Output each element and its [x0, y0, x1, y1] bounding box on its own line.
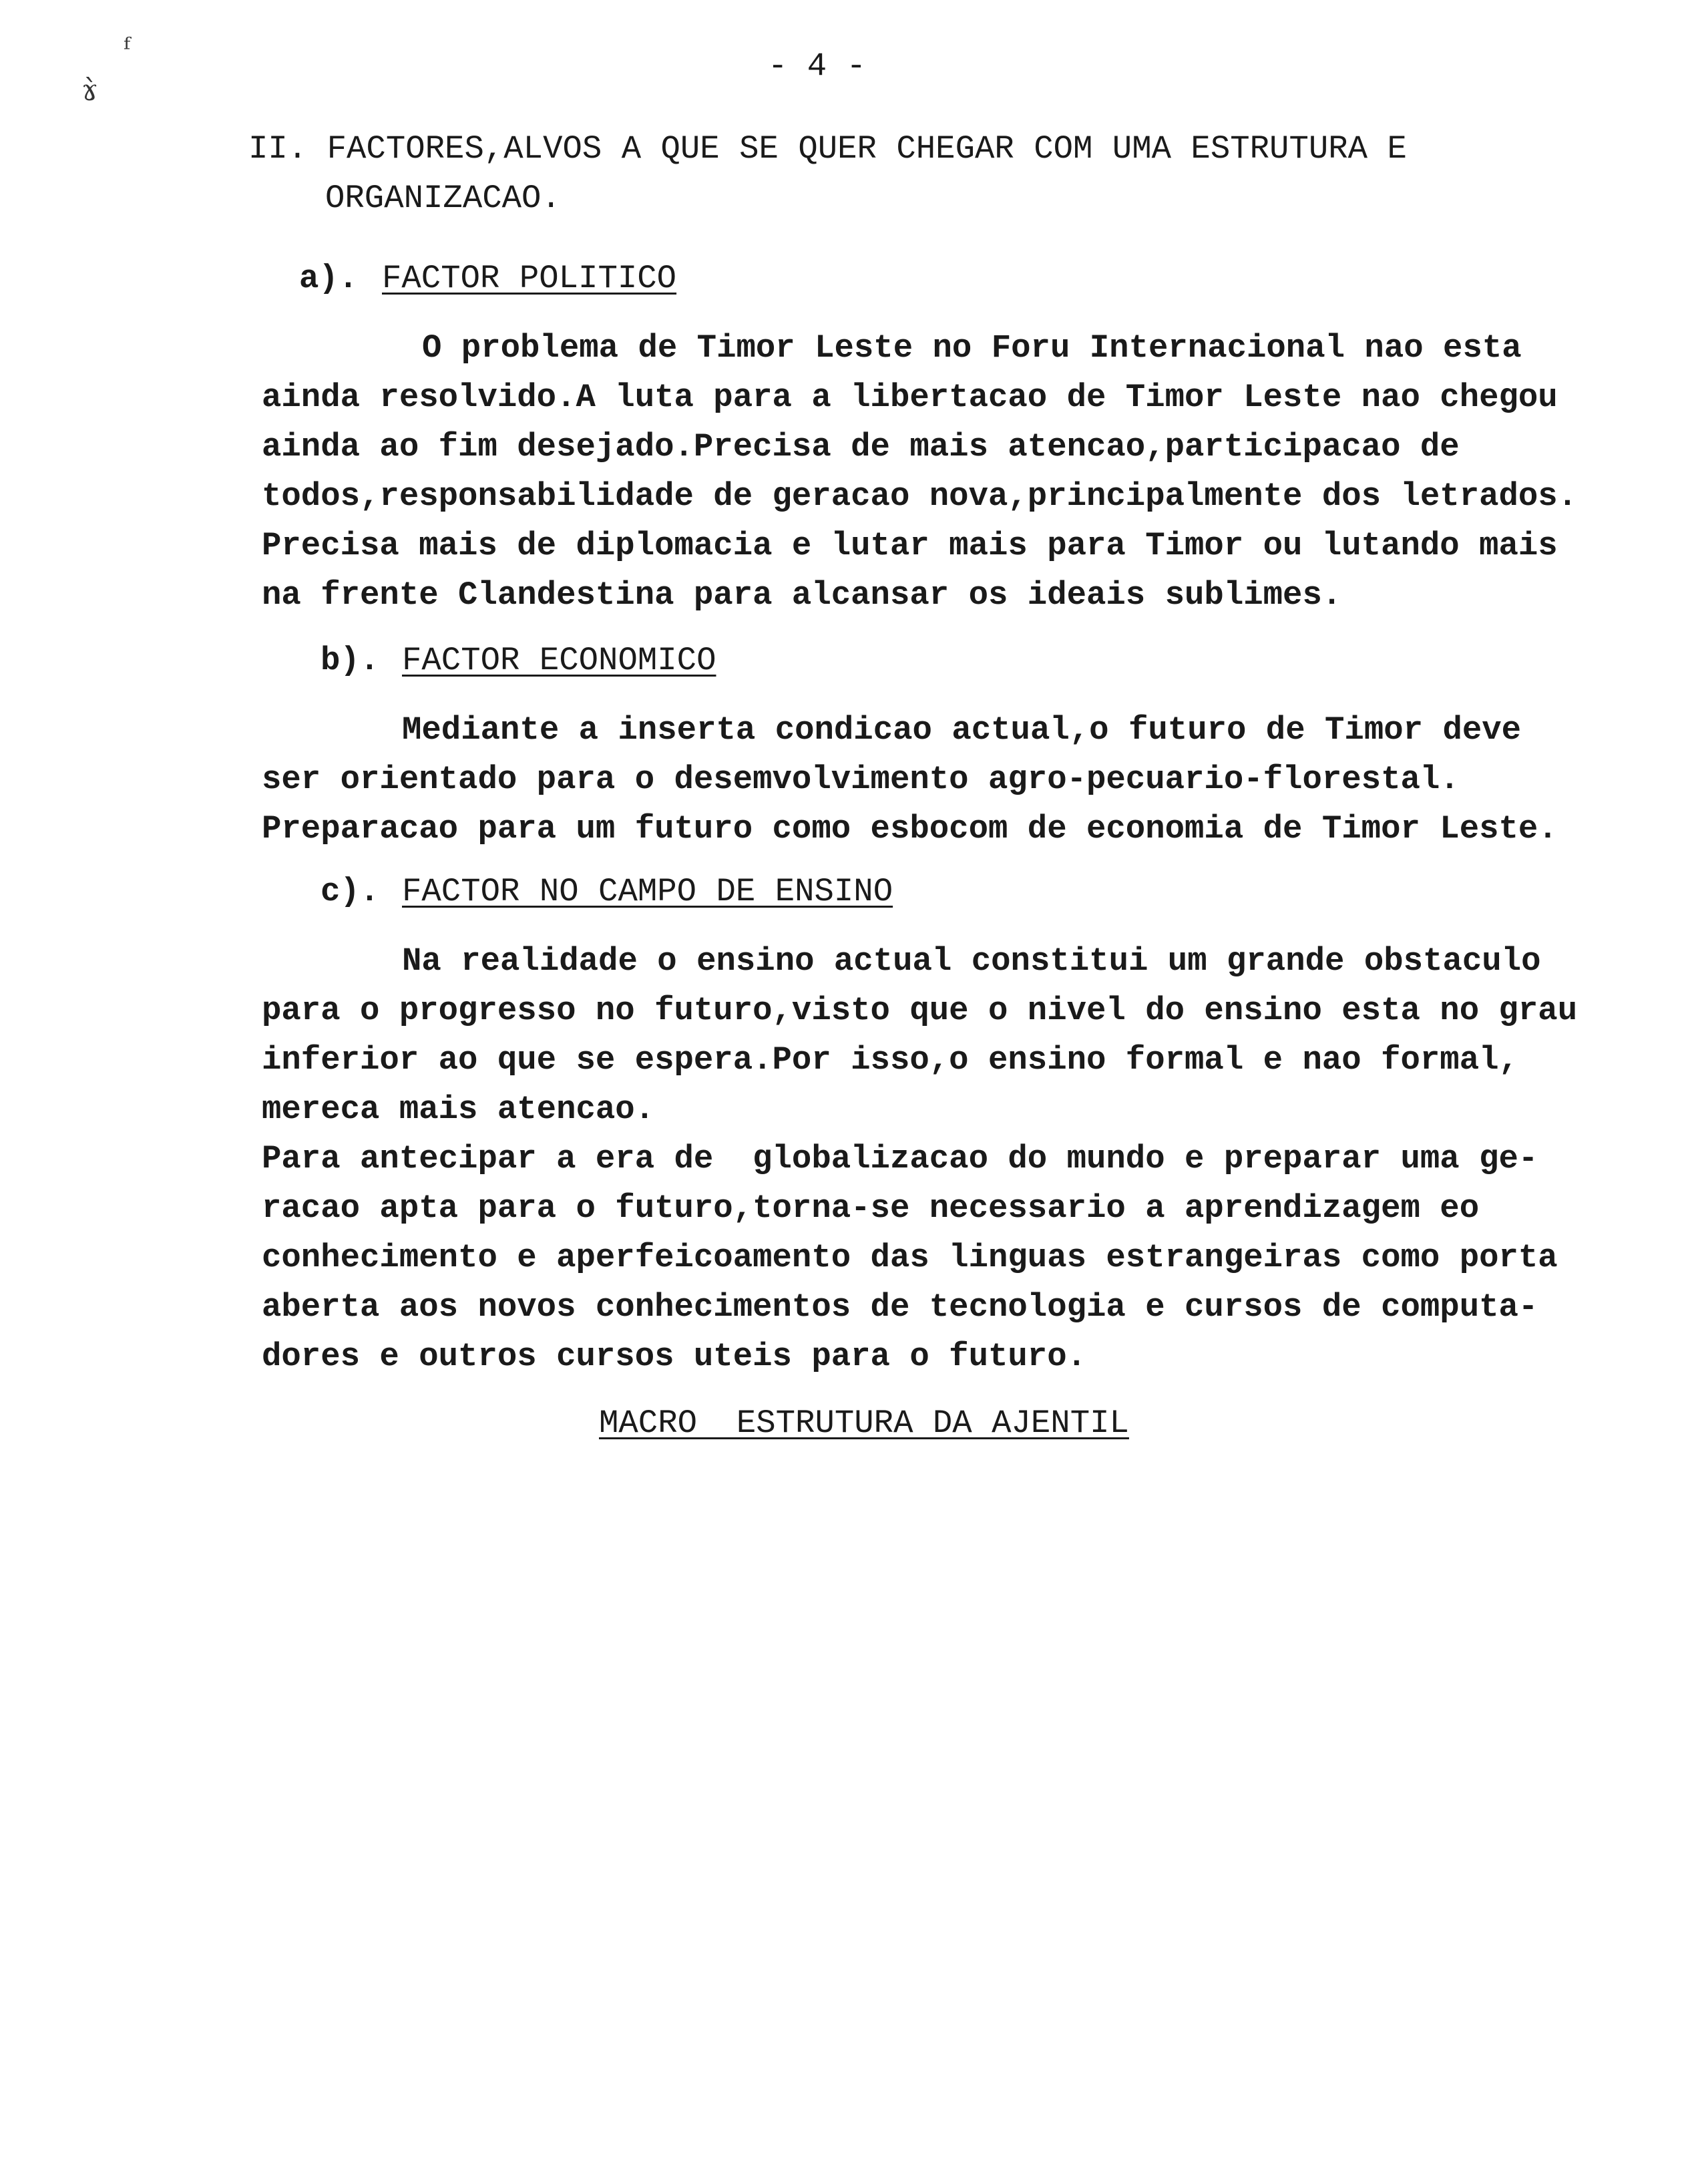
section-c-line: inferior ao que se espera.Por isso,o ensino formal e nao formal,	[262, 1041, 1518, 1079]
section-c-line: aberta aos novos conhecimentos de tecnologia e cursos de computa-	[262, 1288, 1538, 1326]
section-c-title: FACTOR NO CAMPO DE ENSINO	[402, 873, 893, 910]
section-c-line: racao apta para o futuro,torna-se necessario a aprendizagem eo	[262, 1190, 1480, 1227]
section-b-line: Mediante a inserta condicao actual,o futuro de Timor deve	[402, 711, 1522, 749]
section-c-line: Para antecipar a era de globalizacao do mundo e preparar uma ge-	[262, 1140, 1538, 1177]
section-a-line: na frente Clandestina para alcansar os ideais sublimes.	[262, 576, 1342, 614]
section-heading-line2: ORGANIZACAO.	[325, 180, 561, 217]
section-b-title: FACTOR ECONOMICO	[402, 642, 716, 679]
margin-mark: ɤ̀	[81, 73, 98, 108]
section-b-line: ser orientado para o desemvolvimento agro-pecuario-florestal.	[262, 761, 1460, 798]
section-a-label: a).	[299, 260, 359, 297]
section-heading-line1: II. FACTORES,ALVOS A QUE SE QUER CHEGAR COM UMA ESTRUTURA E	[248, 130, 1407, 168]
section-c-line: para o progresso no futuro,visto que o nivel do ensino esta no grau	[262, 992, 1578, 1029]
section-a-line: Precisa mais de diplomacia e lutar mais para Timor ou lutando mais	[262, 527, 1558, 564]
section-c-label: c).	[321, 873, 380, 910]
section-c-line: conhecimento e aperfeicoamento das linguas estrangeiras como porta	[262, 1239, 1558, 1276]
section-a-line: todos,responsabilidade de geracao nova,principalmente dos letrados.	[262, 478, 1578, 515]
page-number: - 4 -	[768, 47, 867, 85]
section-a-line: O problema de Timor Leste no Foru Internacional nao esta	[422, 329, 1522, 367]
section-c-line: Na realidade o ensino actual constitui um grande obstaculo	[402, 942, 1541, 980]
section-c-line: dores e outros cursos uteis para o futuro.	[262, 1338, 1087, 1375]
section-a-line: ainda ao fim desejado.Precisa de mais atencao,participacao de	[262, 428, 1460, 466]
closing-title: MACRO ESTRUTURA DA AJENTIL	[599, 1405, 1129, 1442]
margin-mark: ᶠ	[124, 32, 130, 66]
section-a-title: FACTOR POLITICO	[382, 260, 677, 297]
section-b-label: b).	[321, 642, 380, 679]
section-a-line: ainda resolvido.A luta para a libertacao de Timor Leste nao chegou	[262, 379, 1558, 416]
section-c-line: mereca mais atencao.	[262, 1091, 655, 1128]
section-b-line: Preparacao para um futuro como esbocom de economia de Timor Leste.	[262, 810, 1558, 848]
